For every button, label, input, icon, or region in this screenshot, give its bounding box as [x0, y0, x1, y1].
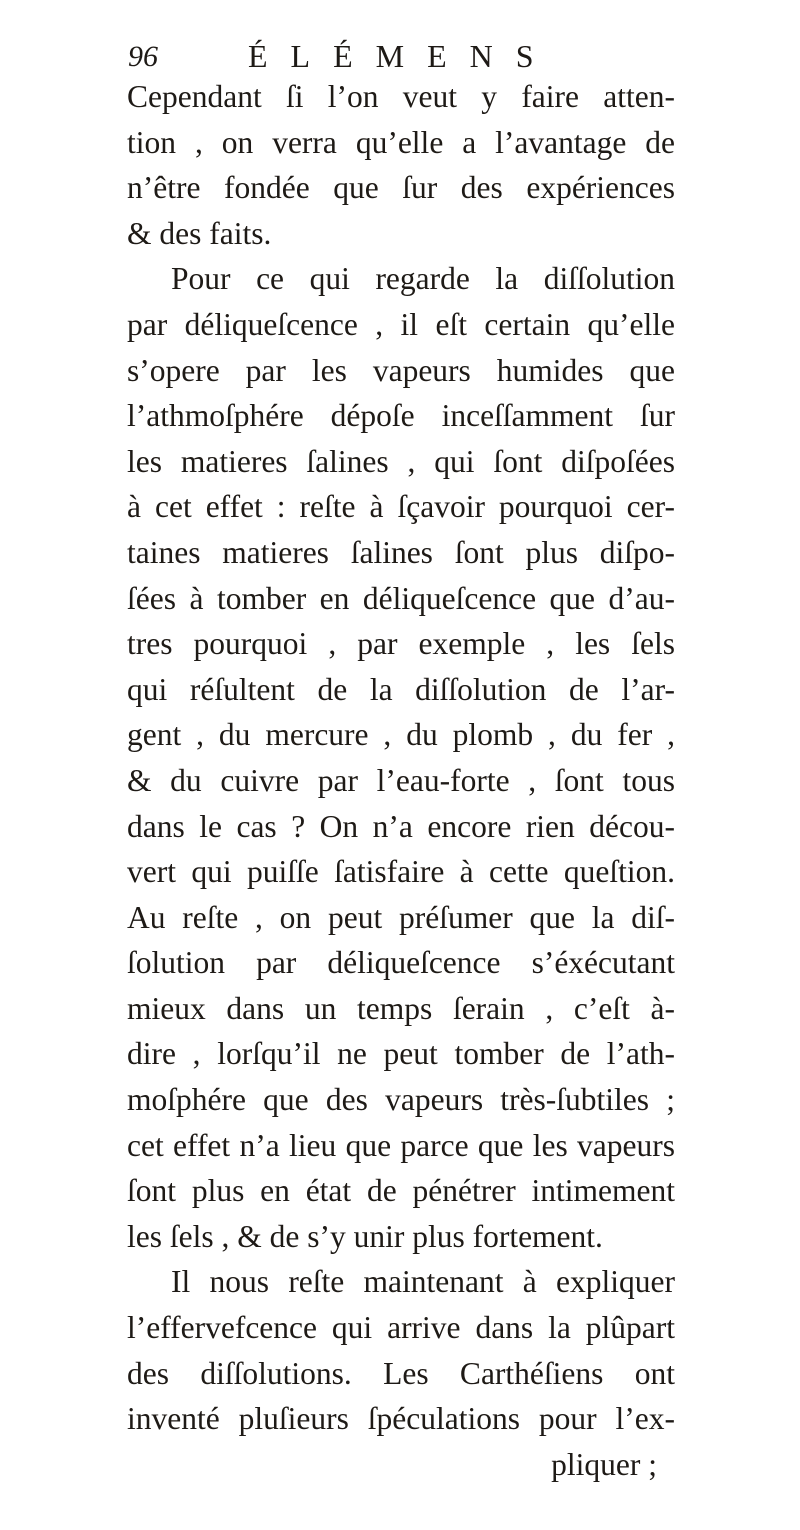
- text-line: tres pourquoi , par exemple , les ſels: [127, 626, 675, 662]
- text-line: dire , lorſqu’il ne peut tomber de l’ath-: [127, 1036, 675, 1072]
- text-line: les matieres ſalines , qui ſont diſpoſées: [127, 443, 675, 479]
- text-line: & du cuivre par l’eau-forte , ſont tous: [127, 762, 675, 798]
- text-line: à cet effet : reſte à ſçavoir pourquoi cer-: [127, 489, 675, 525]
- text-line: ſont plus en état de pénétrer intimement: [127, 1173, 675, 1209]
- running-head: ÉLÉMENS: [248, 38, 557, 74]
- body-text: [127, 74, 675, 1487]
- text-line: ſées à tomber en déliqueſcence que d’au-: [127, 580, 675, 616]
- text-line: des diſſolutions. Les Carthéſiens ont: [127, 1355, 675, 1391]
- text-line: n’être fondée que ſur des expériences: [127, 170, 675, 206]
- text-line: taines matieres ſalines ſont plus diſpo-: [127, 534, 675, 570]
- text-line: mieux dans un temps ſerain , c’eſt à-: [127, 990, 675, 1026]
- text-line: inventé pluſieurs ſpéculations pour l’ex-: [127, 1401, 675, 1437]
- text-line: Il nous reſte maintenant à expliquer: [171, 1264, 675, 1300]
- text-line: & des faits.: [127, 215, 272, 251]
- text-line: gent , du mercure , du plomb , du fer ,: [127, 717, 675, 753]
- text-line: par déliqueſcence , il eſt certain qu’elle: [127, 306, 675, 342]
- text-line: dans le cas ? On n’a encore rien décou-: [127, 808, 675, 844]
- page-number: 96: [128, 40, 158, 73]
- text-line: s’opere par les vapeurs humides que: [127, 352, 675, 388]
- text-line: l’effervefcence qui arrive dans la plûpart: [127, 1310, 675, 1346]
- text-line: vert qui puiſſe ſatisfaire à cette queſtion.: [127, 854, 675, 890]
- catchword: pliquer ;: [551, 1446, 657, 1482]
- text-line: les ſels , & de s’y unir plus fortement.: [127, 1218, 603, 1254]
- text-line: l’athmoſphére dépoſe inceſſamment ſur: [127, 398, 675, 434]
- text-line: cet effet n’a lieu que parce que les vapeurs: [127, 1127, 675, 1163]
- text-line: ſolution par déliqueſcence s’éxécutant: [127, 945, 675, 981]
- text-line: Au reſte , on peut préſumer que la diſ-: [127, 899, 675, 935]
- text-line: Cependant ſi l’on veut y faire atten-: [127, 79, 675, 114]
- text-line: moſphére que des vapeurs très-ſubtiles ;: [127, 1082, 675, 1118]
- text-line: Pour ce qui regarde la diſſolution: [171, 261, 675, 297]
- text-line: qui réſultent de la diſſolution de l’ar-: [127, 671, 675, 707]
- text-line: tion , on verra qu’elle a l’avantage de: [127, 124, 675, 160]
